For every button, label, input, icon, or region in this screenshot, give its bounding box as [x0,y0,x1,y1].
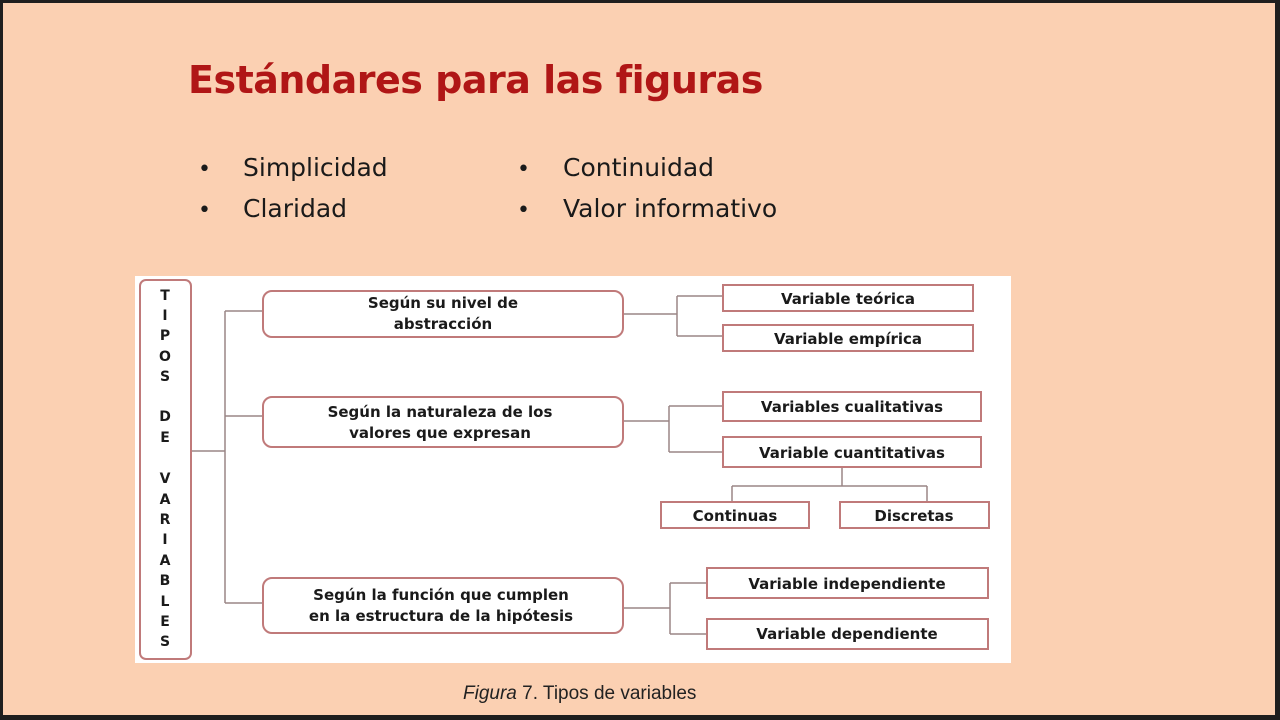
bullet-marker: • [517,157,530,182]
bullet-marker: • [198,157,211,182]
root-letter: A [159,553,171,569]
root-letter: B [159,573,171,589]
root-letter: I [162,532,168,548]
root-letter: D [159,409,171,425]
bullet-continuidad: Continuidad [563,153,715,182]
caption-text: 7. Tipos de variables [516,683,697,704]
root-letter: S [159,369,171,385]
node-variable-teorica-label: Variable teórica [780,290,916,308]
bullet-simplicidad: Simplicidad [243,153,388,182]
branch-funcion-line1: Según la función que cumplen [313,586,569,604]
root-letter: R [159,512,171,528]
slide [3,3,1275,715]
bullet-marker: • [517,198,530,223]
variables-diagram [135,276,1011,663]
root-letter: O [159,349,171,365]
root-letter: A [159,492,171,508]
figure-caption [463,683,696,705]
node-variable-empirica-label: Variable empírica [773,330,923,348]
node-discretas-label: Discretas [874,507,954,525]
bullet-marker: • [198,198,211,223]
node-variable-cuantitativas-label: Variable cuantitativas [759,444,945,462]
bullet-claridad: Claridad [243,194,348,223]
root-letter: E [160,614,170,630]
node-variable-independiente-label: Variable independiente [748,575,946,593]
slide-title: Estándares para las figuras [188,58,763,102]
root-letter: E [160,430,170,446]
branch-funcion-line2: en la estructura de la hipótesis [308,607,574,625]
node-variables-cualitativas-label: Variables cualitativas [760,398,944,416]
root-letter: T [160,288,170,304]
bullet-valor-informativo: Valor informativo [563,194,778,223]
branch-naturaleza-line2: valores que expresan [349,424,531,442]
branch-abstraccion-line1: Según su nivel de [367,294,519,312]
root-letter: L [160,594,170,610]
root-letter: P [159,328,171,344]
caption-figure-word: Figura [463,683,517,704]
root-letter: S [159,634,171,650]
root-letter: I [162,308,168,324]
node-continuas-label: Continuas [692,507,778,525]
node-variable-dependiente-label: Variable dependiente [756,625,938,643]
branch-naturaleza-line1: Según la naturaleza de los [327,403,553,421]
branch-abstraccion-line2: abstracción [393,315,493,333]
root-letter: V [159,471,171,487]
